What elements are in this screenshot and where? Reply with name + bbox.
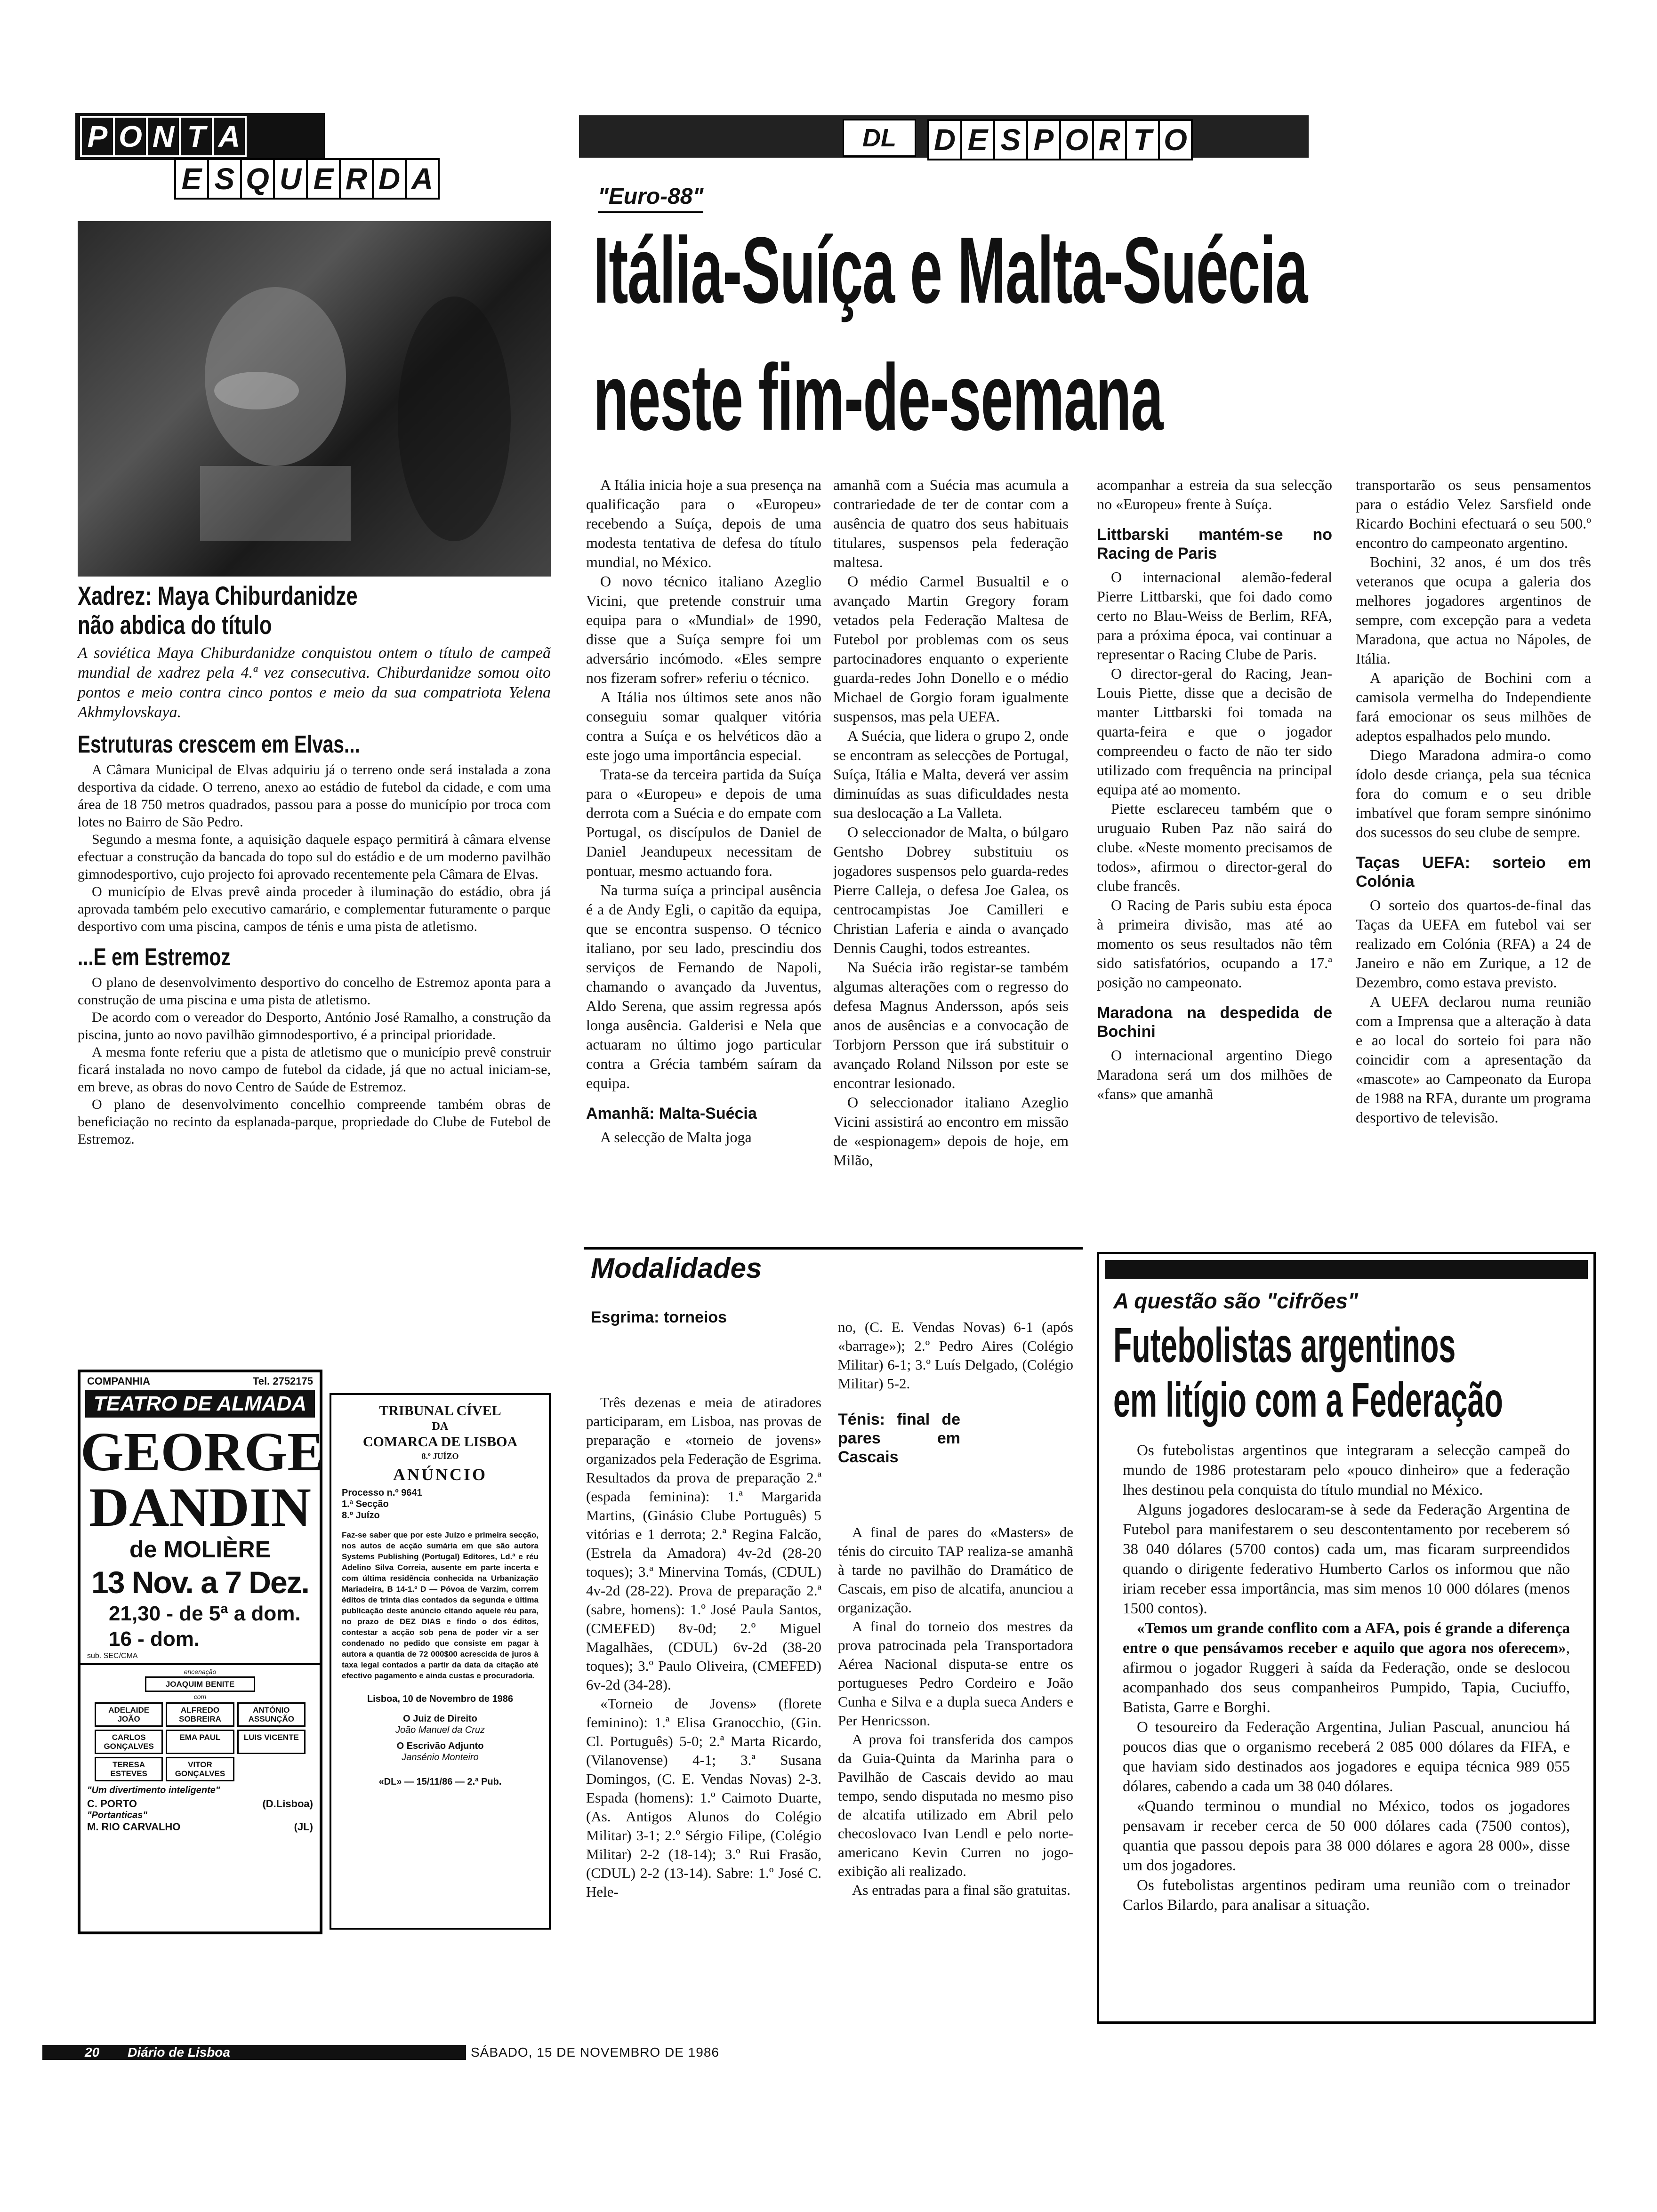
ad-credit-1b: (D.Lisboa)	[262, 1798, 313, 1810]
cast-name: EMA PAUL	[166, 1730, 234, 1754]
uefa-subhead: Taças UEFA: sorteio em Colónia	[1356, 854, 1591, 890]
cast-name: CARLOS GONÇALVES	[95, 1730, 163, 1754]
desporto-word: D E S P O R T O	[927, 119, 1191, 160]
teatro-almada-ad	[78, 1370, 322, 1934]
euro-para: Diego Maradona admira-o como ídolo desde criança, pela sua técnica fora do comum e o seu drible imbatível que foram sempre sinónimo dos sucessos do seu clube de sempre.	[1356, 746, 1591, 841]
tribunal-judge-title: O Juiz de Direito	[403, 1714, 477, 1724]
ad-company: COMPANHIA	[87, 1375, 151, 1387]
argentinos-title-2: em litígio com a Federação	[1113, 1373, 1503, 1427]
ad-sub: sub. SEC/CMA	[87, 1652, 138, 1660]
tribunal-title-1: TRIBUNAL CÍVEL	[379, 1403, 501, 1419]
euro-column-1	[586, 475, 821, 1147]
cast-name: ANTÓNIO ASSUNÇÃO	[237, 1702, 306, 1727]
tribunal-footer: «DL» — 15/11/86 — 2.ª Pub.	[378, 1777, 502, 1787]
euro-para: A Suécia, que lidera o grupo 2, onde se encontram as selecções de Portugal, Suíça, Itália e Malta, deverá ver assim diminuídas as suas dificuldades nesta sua deslocação a La Valleta.	[833, 727, 1069, 821]
estremoz-para: De acordo com o vereador do Desporto, António José Ramalho, a construção da piscina, junto ao novo pavilhão gimnodesportivo, é a principal prioridade.	[78, 1010, 551, 1042]
euro-column-2	[833, 475, 1069, 1170]
euro-para: A UEFA declarou numa reunião com a Imprensa que a alteração à data e ao local do sorteio foi para não coincidir com a apresentação da «mascote» ao Campeonato da Europa de 1988 na RFA, durante um programa desportivo de televisão.	[1356, 993, 1591, 1126]
chess-player-photo	[78, 221, 551, 577]
esgrima-para: «Torneio de Jovens» (florete feminino): 1.ª Elisa Granocchio, (Gin. Cl. Português) 5-0; 2.ª Marta Ricardo, (Vilanovense) 4-1; 3.ª Susana Domingos, (C. E. Vendas Novas) 2-3. Espada (homens): 1.º Caimoto Duarte, (As. Antigos Alunos do Colégio Militar) 3-1; 2.º Sérgio Filipe, (Colégio Militar) 2-2 (18-14); 3.º Rui Frasão, (CDUL) 2-2 (13-14). Sabre: 1.º José C. Hele-	[586, 1695, 821, 1900]
argentinos-kicker: A questão são "cifrões"	[1113, 1289, 1358, 1313]
argentinos-body	[1099, 1427, 1593, 1915]
euro-para: A Itália nos últimos sete anos não conseguiu somar qualquer vitória contra a Suíça e os helvéticos dão a este jogo uma importância especial.	[586, 689, 821, 763]
modalidades-column-1	[586, 1393, 821, 1901]
tribunal-date: Lisboa, 10 de Novembro de 1986	[367, 1694, 514, 1704]
euro-para: Piette esclareceu também que o uruguaio Ruben Paz não sairá do clube. «Neste momento precisamos de todos», afirmou o director-geral do clube francês.	[1097, 800, 1332, 894]
esgrima-para: Três dezenas e meia de atiradores participaram, em Lisboa, nas provas de preparação e «torneio de jovens» organizados pela Federação de Esgrima. Resultados da prova de preparação 2.ª (espada feminina): 1.ª Margarida Martins, (Ginásio Clube Português) 5 vitórias e 1 derrota; 2.ª Regina Falcão, (Estrela da Amadora) 4v-2d (28-20 toques); 3.ª Minervina Tomás, (CDUL) 4v-2d (28-22). Prova de preparação 2.ª (sabre, homens): 1.º José Paula Santos, (CMEFED) 8v-0d; 2.º Miguel Magalhães, (CDUL) 6v-2d (38-20 toques); 3.º Paulo Oliveira, (CMEFED) 6v-2d (34-28).	[586, 1394, 821, 1693]
tribunal-notice	[330, 1393, 551, 1930]
argentinos-quote-tail: , afirmou o jogador Ruggeri à saída da Federação, onde se deslocou acompanhado dos seus companheiros Pumpido, Tapia, Cuciuffo, Batista, Garre e Borghi.	[1123, 1640, 1570, 1716]
portrait-image	[78, 221, 551, 577]
modalidades-column-2	[838, 1318, 1073, 1899]
tribunal-juizo-2: 8.º Juízo	[342, 1510, 380, 1521]
ad-time-2: 16 - dom.	[109, 1627, 200, 1651]
desporto-header-bar	[579, 115, 1309, 158]
xadrez-article	[78, 581, 551, 1148]
ad-credit-1: C. PORTO	[87, 1798, 137, 1810]
euro-para: O seleccionador de Malta, o búlgaro Gentsho Dobrey substituiu os jogadores suspensos pelo guarda-redes Pierre Calleja, o defesa Joe Galea, os centrocampistas Joe Camilleri e Christian Laferia e ainda o avançado Dennis Caughi, todos estreantes.	[833, 824, 1069, 956]
cast-name: ADELAIDE JOÃO	[95, 1702, 163, 1727]
ad-time-1: 21,30 - de 5ª a dom.	[109, 1602, 301, 1625]
euro-para: O seleccionador italiano Azeglio Vicini assistirá ao encontro em missão de «espionagem» depois de hoje, em Milão,	[833, 1094, 1069, 1169]
tenis-subhead: Ténis: final de pares em Cascais	[838, 1411, 960, 1466]
xadrez-title-1: Xadrez: Maya Chiburdanidze	[78, 581, 358, 610]
argentinos-para: Alguns jogadores deslocaram-se à sede da Federação Argentina de Futebol para manifestarem o seu descontentamento por receberem só 38 040 dólares (5700 contos) cada um, mas ficaram surpreendidos quando o dirigente federativo Humberto Carlos os informou que não iriam receber essa importância, mas sim menos 10 000 dólares (menos 1500 contos).	[1123, 1501, 1570, 1617]
euro-para: O Racing de Paris subiu esta época à primeira divisão, mas até ao momento os seus resultados não têm sido satisfatórios, ocupando a 17.ª posição no campeonato.	[1097, 897, 1332, 991]
argentinos-para: O tesoureiro da Federação Argentina, Julian Pascual, anunciou há poucos dias que o organismo receberá 2 085 000 dólares da FIFA, e que haviam sido destinados aos jogadores e equipa técnica 989 055 dólares, cabendo a cada um 38 040 dólares.	[1123, 1719, 1570, 1795]
ad-title-1: GEORGE	[80, 1421, 324, 1483]
elvas-para: A Câmara Municipal de Elvas adquiriu já o terreno onde será instalada a zona desportiva da cidade. O terreno, anexo ao estádio de futebol da cidade, e com uma área de 18 750 metros quadrados, passou para a posse do município por troca com lotes no Bairro de São Pedro.	[78, 762, 551, 830]
tenis-para: A final de pares do «Masters» de ténis do circuito TAP realiza-se amanhã à tarde no pavilhão do Dramático de Cascais, em piso de alcatifa, anunciou a organização.	[838, 1524, 1073, 1616]
section-label-ponta-esquerda	[75, 113, 438, 200]
ad-cast-grid	[80, 1700, 320, 1783]
argentinos-box	[1097, 1252, 1596, 2024]
estremoz-para: A mesma fonte referiu que a pista de atletismo que o município prevê construir ficará instalada no novo campo de futebol da cidade, já que no actual iniciam-se, em breve, as obras do novo Centro de Saúde de Estremoz.	[78, 1044, 551, 1095]
euro-para: amanhã com a Suécia mas acumula a contrariedade de ter de contar com a ausência de quatro dos seus habituais titulares, suspensos pela federação maltesa.	[833, 476, 1069, 570]
elvas-para: Segundo a mesma fonte, a aquisição daquele espaço permitirá à câmara elvense efectuar a construção da bancada do topo sul do estádio e de um moderno pavilhão gimnodesportivo, cujo projecto foi aprovado recentemente pela Câmara de Elvas.	[78, 832, 551, 882]
estremoz-heading: ...E em Estremoz	[78, 944, 231, 971]
cast-name: ALFREDO SOBREIRA	[166, 1702, 234, 1727]
main-headline-2: neste fim-de-semana	[593, 345, 1163, 450]
ad-credit-3: M. RIO CARVALHO	[87, 1821, 181, 1833]
paper-name: Diário de Lisboa	[128, 2045, 230, 2060]
euro-column-3	[1097, 475, 1332, 1104]
tribunal-processo: Processo n.º 9641	[342, 1488, 422, 1498]
cast-name: LUIS VICENTE	[237, 1730, 306, 1754]
argentinos-quote: «Temos um grande conflito com a AFA, pois é grande a diferença entre o que pensávamos receber e aquilo que agora nos oferecem»	[1123, 1620, 1570, 1657]
cast-name: VITOR GONÇALVES	[166, 1757, 234, 1781]
littbarski-subhead: Littbarski mantém-se no Racing de Paris	[1097, 526, 1332, 562]
euro-para: acompanhar a estreia da sua selecção no «Europeu» frente à Suíça.	[1097, 476, 1332, 513]
euro-para: O internacional alemão-federal Pierre Littbarski, que foi dado como certo no Blau-Weiss de Berlim, RFA, para a próxima época, vai continuar a representar o Racing Clube de Paris.	[1097, 569, 1332, 663]
page-number: 20	[85, 2045, 100, 2060]
tribunal-title-2: DA	[432, 1420, 449, 1433]
ad-enc-label: encenação	[184, 1668, 217, 1675]
kicker: "Euro-88"	[598, 184, 703, 213]
euro-para: Na Suécia irão registar-se também algumas alterações com o regresso do defesa Magnus Andersson, após seis anos de ausências e a convocação de Torbjorn Persson que irá substituir o avançado Roland Nilsson por este se encontrar lesionado.	[833, 959, 1069, 1091]
euro-para: O director-geral do Racing, Jean-Louis Piette, disse que a decisão de manter Littbarski foi tomada na quarta-feira e que o jogador compreendeu o facto de não ter sido utilizado com frequência na principal equipa até ao momento.	[1097, 665, 1332, 798]
ad-director: JOAQUIM BENITE	[145, 1676, 255, 1692]
elvas-heading: Estruturas crescem em Elvas...	[78, 731, 360, 758]
elvas-para: O município de Elvas prevê ainda proceder à iluminação do estádio, obra já aprovada também pelo executivo camarário, e complementar futuramente o parque desportivo com uma piscina, campos de ténis e uma pista de atletismo.	[78, 884, 551, 934]
main-headline-1: Itália-Suíça e Malta-Suécia	[593, 218, 1308, 323]
euro-para: A Itália inicia hoje a sua presença na qualificação para o «Europeu» recebendo a Suíça, depois de uma modesta tentativa de defesa do título mundial, no México.	[586, 476, 821, 570]
cast-name: TERESA ESTEVES	[95, 1757, 163, 1781]
euro-para: Trata-se da terceira partida da Suíça para o «Europeu» e depois de uma derrota com a Suécia e do empate com Portugal, os discípulos de Daniel de Daniel Jeandupeux necessitam de pontuar, mesmo actuando fora.	[586, 766, 821, 879]
ad-banner: TEATRO DE ALMADA	[85, 1390, 315, 1418]
tribunal-clerk-title: O Escrivão Adjunto	[396, 1741, 484, 1751]
euro-para: Na turma suíça a principal ausência é a de Andy Egli, o capitão da equipa, que se encontra suspenso. O técnico italiano, por seu lado, prescindiu dos serviços de Fernando de Napoli, chamando o avançado da Juventus, Aldo Serena, que assim regressa após longa ausência. Galderisi e Nela que actuaram no último jogo particular contra a Grécia também saíram da equipa.	[586, 882, 821, 1091]
ad-phone: Tel. 2752175	[252, 1375, 313, 1387]
tribunal-body: Faz-se saber que por este Juízo e primeira secção, nos autos de acção sumária em que são autora Systems Publishing (Portugal) Editores, Ld.ª e réu Adelino Silva Correia, ausente em parte incerta e com última residência conhecida na Urbanização Mariadeira, B 14-1.º D — Póvoa de Varzim, correm éditos de trinta dias contados da segunda e última publicação deste anúncio citando aquele réu para, no prazo de DEZ DIAS e findo o dos éditos, contestar a acção sob pena de poder vir a ser condenado no pedido que consiste em pagar à autora a quantia de 72 000$00 acrescida de juros à taxa legal contados a partir da data da citação até efectivo pagamento e ainda custas e procuradoria.	[342, 1531, 539, 1680]
ad-credit-3b: (JL)	[294, 1821, 313, 1833]
ad-slogan: "Um divertimento inteligente"	[87, 1785, 220, 1795]
tenis-para: A final do torneio dos mestres da prova patrocinada pela Transportadora Aérea Nacional disputa-se entre os portugueses Pedro Cordeiro e João Cunha e Silva e a dupla sueca Anders e Per Henricsson.	[838, 1618, 1073, 1729]
ad-author: de MOLIÈRE	[129, 1536, 271, 1563]
ponta-word: P O N T A	[75, 113, 325, 160]
dl-logo: DL	[843, 119, 916, 157]
euro-para: O internacional argentino Diego Maradona será um dos milhões de «fans» que amanhã	[1097, 1047, 1332, 1102]
esgrima-para: no, (C. E. Vendas Novas) 6-1 (após «barrage»); 2.º Pedro Aires (Colégio Militar) 6-1; 3.º Luís Delgado, (Colégio Militar) 5-2.	[838, 1319, 1073, 1392]
xadrez-title-2: não abdica do título	[78, 610, 272, 640]
ad-credit-2: "Portanticas"	[87, 1810, 147, 1820]
tribunal-title-3: COMARCA DE LISBOA	[362, 1434, 518, 1450]
tribunal-seccao: 1.ª Secção	[342, 1499, 389, 1509]
esquerda-word: E S Q U E R D A	[174, 158, 438, 200]
tenis-para: A prova foi transferida dos campos da Guia-Quinta da Marinha para o Pavilhão de Cascais devido ao mau tempo, sendo disputada no mesmo piso de alcatifa utilizado em Abril pelo checoslovaco Ivan Lendl e pelo norte-americano Kevin Curren no jogo-exibição ali realizado.	[838, 1731, 1073, 1879]
euro-subhead-malta: Amanhã: Malta-Suécia	[586, 1105, 757, 1122]
euro-para: O sorteio dos quartos-de-final das Taças da UEFA em futebol vai ser realizado em Colónia (RFA) a 24 de Janeiro e não em Zurique, a 12 de Dezembro, como estava previsto.	[1356, 897, 1591, 991]
tribunal-clerk: Jansénio Monteiro	[402, 1752, 479, 1763]
tribunal-juizo: 8.º JUÍZO	[421, 1451, 459, 1461]
estremoz-para: O plano de desenvolvimento desportivo do concelho de Estremoz aponta para a construção de uma piscina e uma pista de atletismo.	[78, 975, 551, 1008]
euro-para: A aparição de Bochini com a camisola vermelha do Independiente fará emocionar os seus milhões de adeptos espalhados pelo mundo.	[1356, 669, 1591, 744]
tenis-para: As entradas para a final são gratuitas.	[852, 1882, 1070, 1898]
argentinos-para: Os futebolistas argentinos que integraram a selecção campeã do mundo de 1986 protestaram pelo «pouco dinheiro» que a federação lhes destinou pela conquista do título mundial no México.	[1123, 1442, 1570, 1499]
modalidades-title: Modalidades	[591, 1252, 762, 1284]
estremoz-para: O plano de desenvolvimento concelhio compreende também obras de beneficiação no recinto da esplanada-parque, propriedade do Clube de Futebol de Estremoz.	[78, 1097, 551, 1147]
argentinos-para: «Quando terminou o mundial no México, todos os jogadores pensavam ir receber cerca de 50 000 dólares cada (7500 contos), quantia que passou depois para 38 000 dólares e agora 28 000», disse um dos jogadores.	[1123, 1798, 1570, 1874]
xadrez-lede: A soviética Maya Chiburdanidze conquistou ontem o título de campeã mundial de xadrez pela 4.ª vez consecutiva. Chiburdanidze somou oito pontos e meio contra cinco pontos e meio da sua compatriota Yelena Akhmylovskaya.	[78, 644, 551, 721]
tribunal-anuncio: ANÚNCIO	[393, 1465, 487, 1484]
euro-para: transportarão os seus pensamentos para o estádio Velez Sarsfield onde Ricardo Bochini efectuará o seu 500.º encontro do campeonato argentino.	[1356, 476, 1591, 551]
argentinos-title-1: Futebolistas argentinos	[1113, 1318, 1456, 1373]
ad-title-2: DANDIN	[89, 1476, 311, 1538]
euro-para: O médio Carmel Busualtil e o avançado Martin Gregory foram vetados pela Federação Maltesa de Futebol por problemas com os seus partocinadores enquanto o experiente guarda-redes John Donello e o médio Michael de Gorgio foram igualmente suspensos, mas pela UEFA.	[833, 573, 1069, 725]
euro-para: A selecção de Malta joga	[600, 1129, 752, 1146]
ad-dates: 13 Nov. a 7 Dez.	[91, 1565, 309, 1600]
ad-com: com	[193, 1693, 207, 1700]
maradona-subhead: Maradona na despedida de Bochini	[1097, 1004, 1332, 1041]
argentinos-para: Os futebolistas argentinos pediram uma reunião com o treinador Carlos Bilardo, para analisar a situação.	[1123, 1877, 1570, 1914]
euro-column-4	[1356, 475, 1591, 1127]
tribunal-judge: João Manuel da Cruz	[395, 1725, 485, 1735]
euro-para: O novo técnico italiano Azeglio Vicini, que pretende construir uma equipa para o «Mundial» de 1990, disse que a Suíça sempre foi um adversário incómodo. «Eles sempre nos fizeram sofrer» referiu o técnico.	[586, 573, 821, 686]
footer-date: SÁBADO, 15 DE NOVEMBRO DE 1986	[471, 2045, 719, 2060]
euro-para: Bochini, 32 anos, é um dos três veteranos que ocupa a galeria dos melhores jogadores argentinos de sempre, com excepção para a vedeta Maradona, que actua no Nápoles, de Itália.	[1356, 553, 1591, 667]
esgrima-subhead: Esgrima: torneios	[591, 1308, 727, 1326]
footer-bar	[42, 2045, 466, 2060]
